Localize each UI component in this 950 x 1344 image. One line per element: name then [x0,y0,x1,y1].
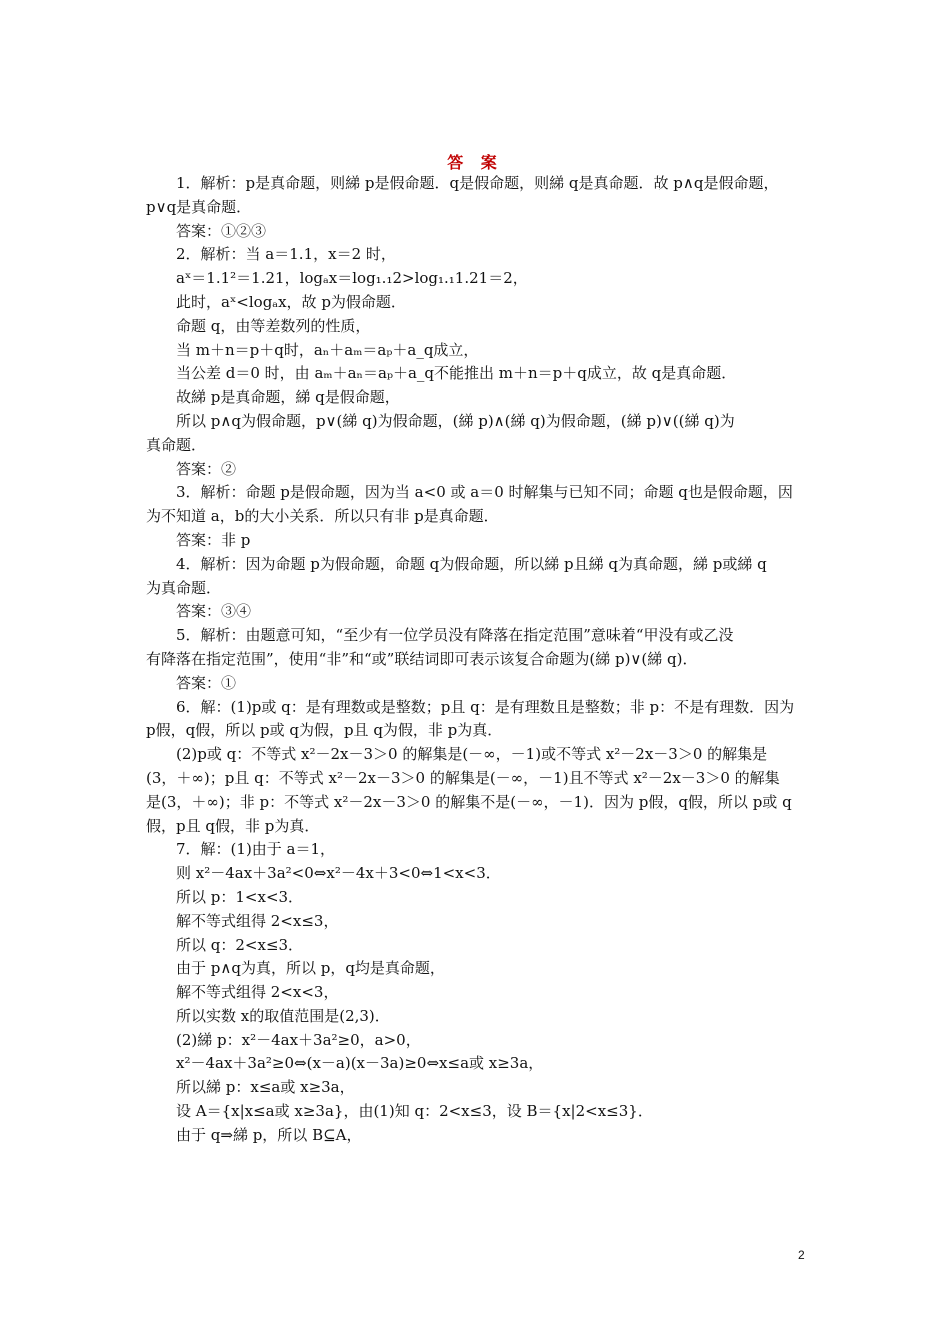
text-line: 答案：① [176,673,237,692]
text-line: 假，p且 q假，非 p为真． [146,816,320,835]
text-line: 为不知道 a，b的大小关系．所以只有非 p是真命题． [146,507,499,526]
text-line: 由于 p∧q为真，所以 p，q均是真命题， [176,959,445,978]
text-line: 答案：③④ [176,602,252,621]
text-line: 答案：② [176,459,237,478]
text-line: (2)綈 p：x²－4ax＋3a²≥0，a>0， [176,1030,421,1049]
text-line: p∨q是真命题． [146,197,252,216]
text-line: 所以 p：1<x<3． [176,887,304,906]
text-line: 真命题． [146,435,207,454]
text-line: 解不等式组得 2<x≤3， [176,911,339,930]
text-line: 有降落在指定范围”，使用“非”和“或”联结词即可表示该复合命题为(綈 p)∨(綈 q)． [146,649,698,668]
text-line: 为真命题． [146,578,222,597]
text-line: 设 A＝{x|x≤a或 x≥3a}，由(1)知 q：2<x≤3，设 B＝{x|2<x≤3}． [176,1102,653,1121]
text-line: 此时，aˣ<logₐx，故 p为假命题． [176,292,406,311]
text-line: 5．解析：由题意可知，“至少有一位学员没有降落在指定范围”意味着“甲没有或乙没 [176,626,734,645]
page-number: 2 [798,1248,805,1262]
text-line: 2．解析：当 a＝1.1，x＝2 时， [176,245,396,264]
text-line: 是(3，＋∞)；非 p：不等式 x²－2x－3＞0 的解集不是(－∞，－1)．因为 p假，q假，所以 p或 q [146,792,792,811]
text-line: 当公差 d＝0 时，由 aₘ＋aₙ＝aₚ＋a_q不能推出 m＋n＝p＋q成立，故 q是真命题． [176,364,737,383]
text-line: 解不等式组得 2<x<3， [176,983,339,1002]
text-line: 3．解析：命题 p是假命题，因为当 a<0 或 a＝0 时解集与已知不同；命题 q也是假命题，因 [176,483,793,502]
answer-body [146,172,810,1148]
text-line: x²－4ax＋3a²≥0⇔(x－a)(x－3a)≥0⇔x≤a或 x≥3a， [176,1054,544,1073]
text-line: 答案：①②③ [176,221,267,240]
text-line: 故綈 p是真命题，綈 q是假命题， [176,388,400,407]
text-line: 所以 p∧q为假命题，p∨(綈 q)为假命题，(綈 p)∧(綈 q)为假命题，(綈 p)∨((綈 q)为 [176,411,735,430]
text-line: 6．解：(1)p或 q：是有理数或是整数；p且 q：是有理数且是整数；非 p：不是有理数．因为 [176,697,795,716]
text-line: 所以 q：2<x≤3． [176,935,304,954]
text-line: 则 x²－4ax＋3a²<0⇔x²－4x＋3<0⇔1<x<3． [176,864,501,883]
text-line: 4．解析：因为命题 p为假命题，命题 q为假命题，所以綈 p且綈 q为真命题，綈 p或綈 q [176,554,767,573]
text-line: 所以綈 p：x≤a或 x≥3a， [176,1078,355,1097]
text-line: 1．解析：p是真命题，则綈 p是假命题．q是假命题，则綈 q是真命题．故 p∧q是假命题， [176,174,779,192]
text-line: aˣ＝1.1²＝1.21，logₐx＝log₁.₁2>log₁.₁1.21＝2， [176,269,528,288]
text-line: p假，q假，所以 p或 q为假，p且 q为假，非 p为真． [146,721,503,740]
text-line: 由于 q⇒綈 p，所以 B⊆A， [176,1125,362,1144]
text-line: (2)p或 q：不等式 x²－2x－3＞0 的解集是(－∞，－1)或不等式 x²－2x－3＞0 的解集是 [176,745,768,764]
text-line: (3，＋∞)；p且 q：不等式 x²－2x－3＞0 的解集是(－∞，－1)且不等式 x²－2x－3＞0 的解集 [146,768,780,787]
text-line: 答案：非 p [176,530,251,549]
page-title: 答 案 [447,153,503,172]
text-line: 所以实数 x的取值范围是(2,3)． [176,1006,390,1025]
text-line: 7．解：(1)由于 a＝1， [176,840,336,859]
text-line: 命题 q，由等差数列的性质， [176,316,371,335]
text-line: 当 m＋n＝p＋q时，aₙ＋aₘ＝aₚ＋a_q成立， [176,340,479,359]
